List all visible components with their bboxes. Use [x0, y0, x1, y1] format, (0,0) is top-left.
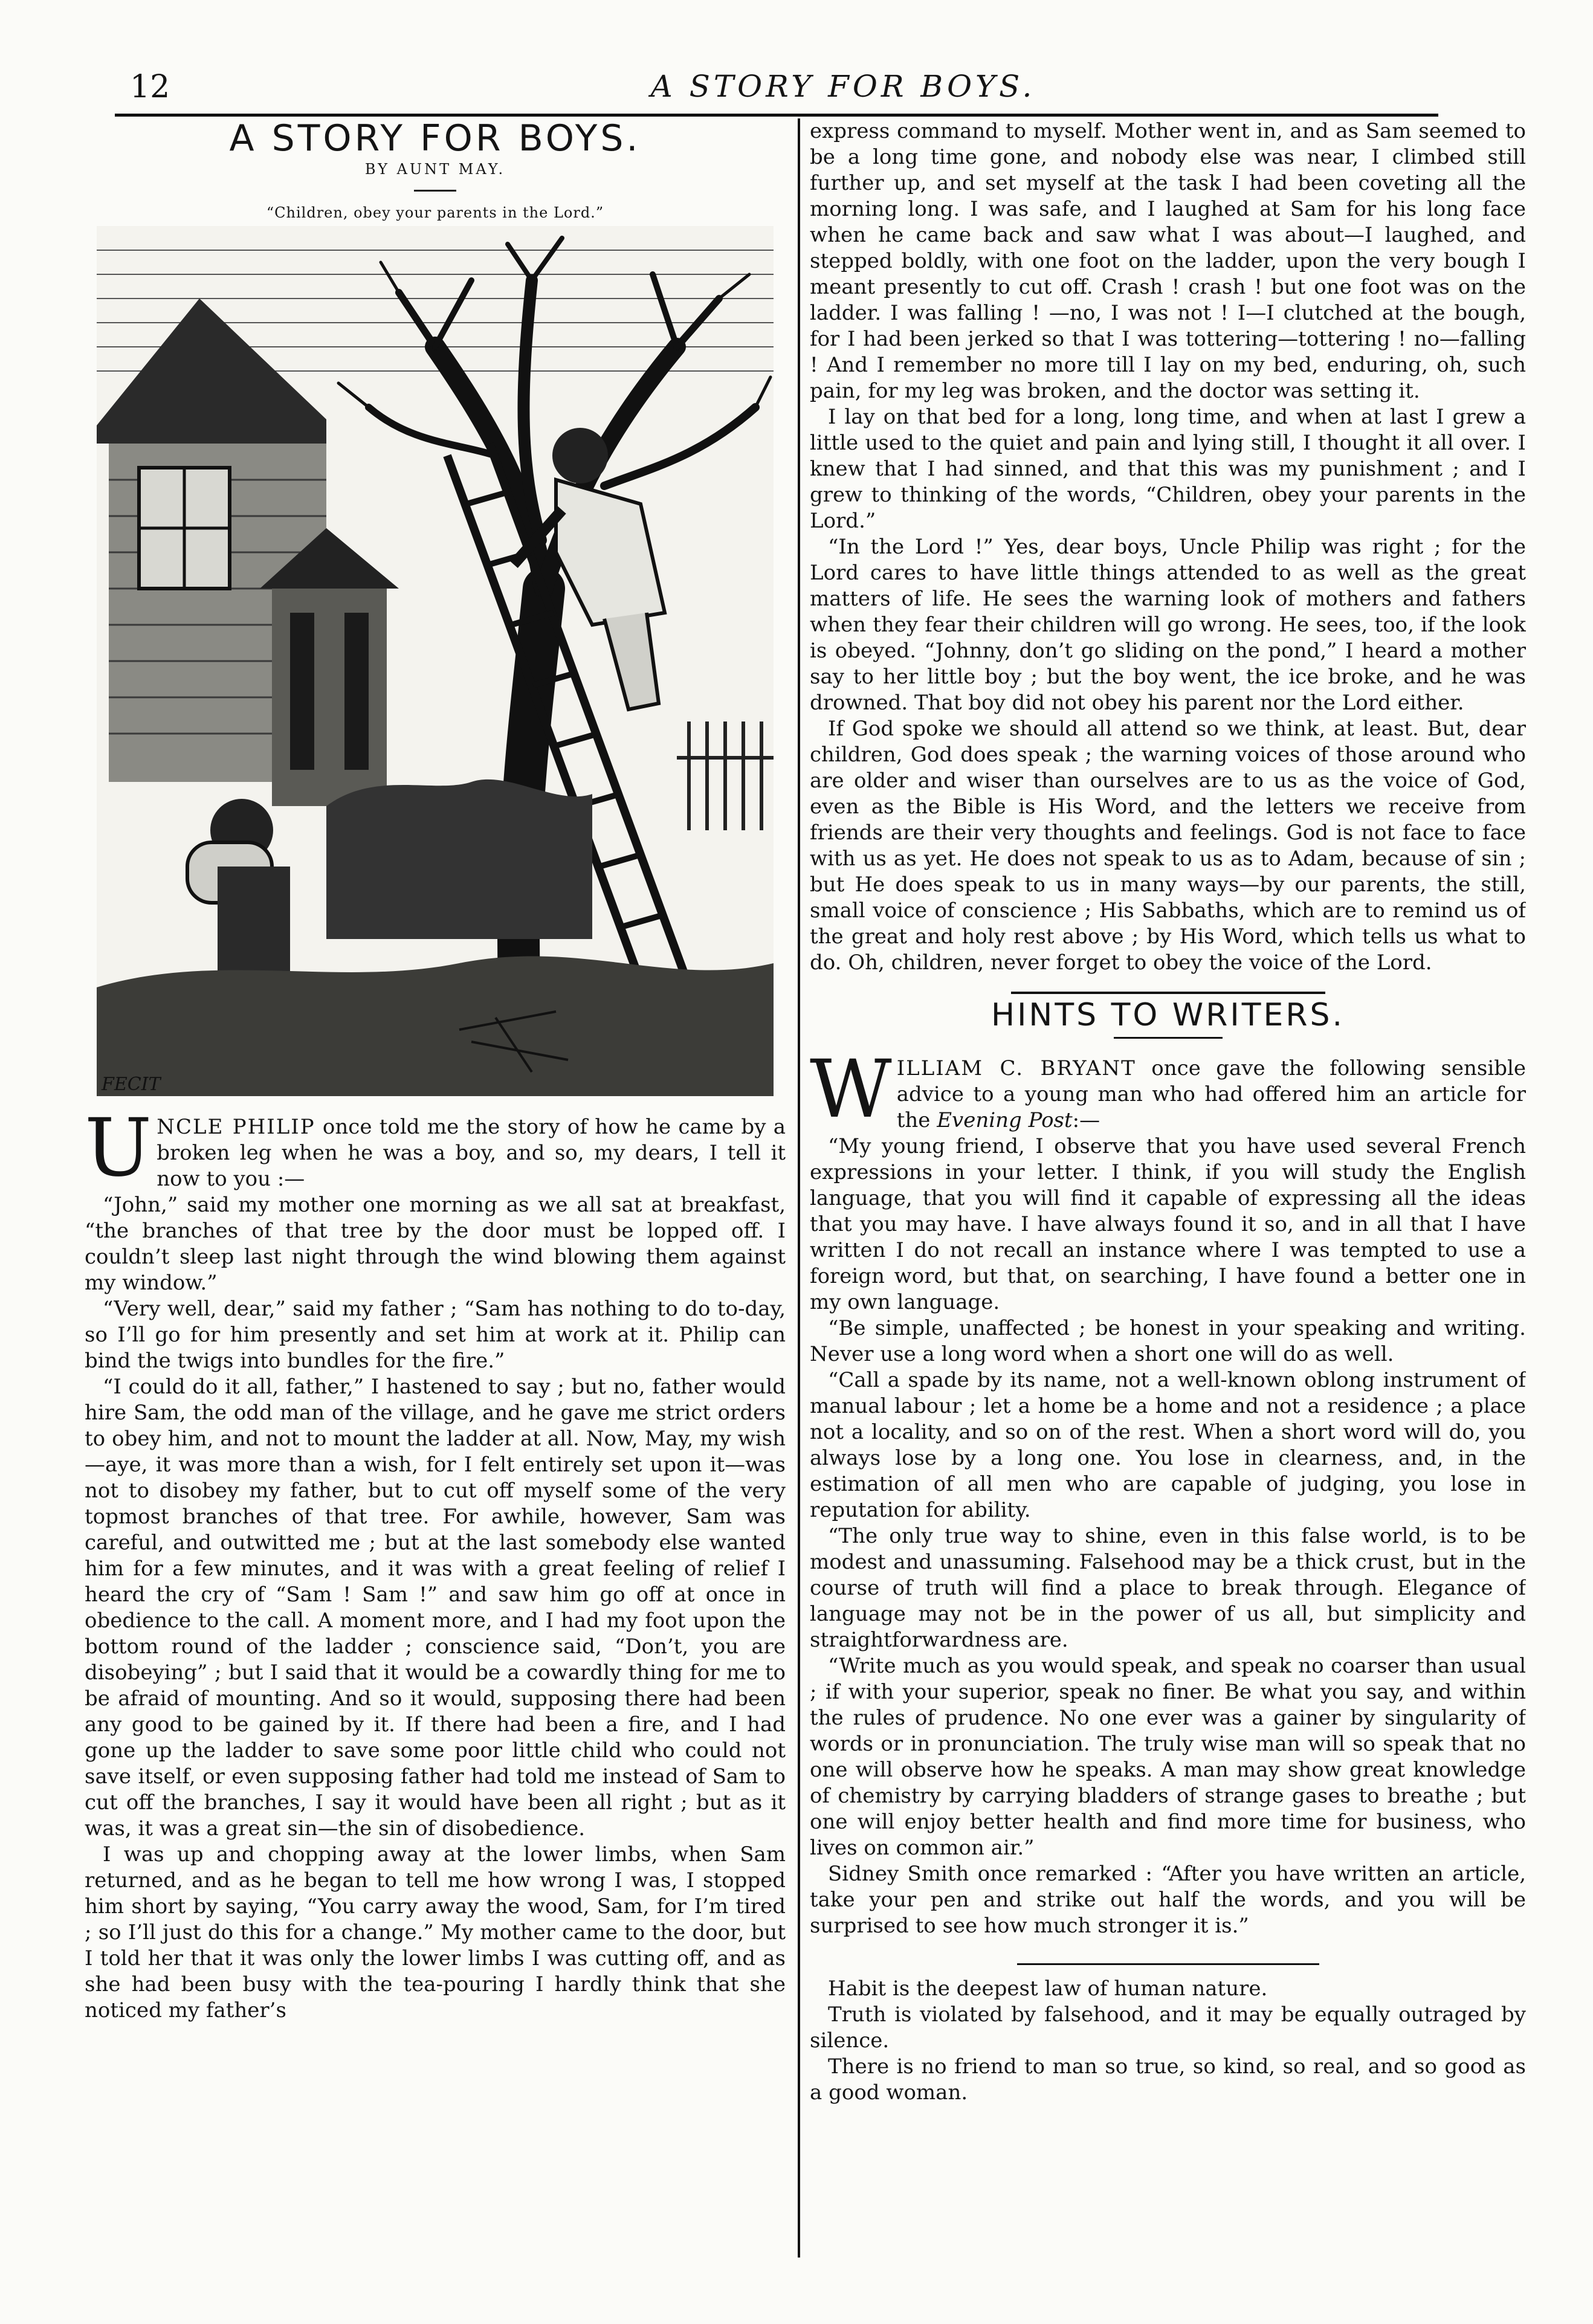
- opening-small-caps: NCLE PHILIP: [157, 1115, 315, 1139]
- engraver-signature: FECIT: [102, 1074, 161, 1095]
- ground: [97, 956, 774, 1096]
- story-epigraph: “Children, obey your parents in the Lord.”: [266, 204, 604, 221]
- story-paragraph-7: I lay on that bed for a long, long time, and when at last I grew a little used to the quiet and pain and lying still, I thought it all over. I knew that I had sinned, and that this was my punishment ; and I grew to thinking of the words, “Children, obey your parents in the Lord.”: [810, 405, 1526, 533]
- story-byline: BY AUNT MAY.: [364, 161, 506, 178]
- hints-title: HINTS TO WRITERS.: [990, 997, 1345, 1033]
- hints-title-rule: [1114, 1037, 1223, 1039]
- hints-paragraph-1: [810, 1043, 1526, 1136]
- hints-paragraph-6: “Write much as you would speak, and speak no coarser than usual ; if with your superior, speak no finer. Be what you say, and within the rules of prudence. No one ever was a gainer by singularity of words or in pronunciation. The truly wise man will so speak that no one will observe how he speaks. A man may show great knowledge of chemistry by carrying bladders of strange gases to breathe ; but one will enjoy better health and find more time for business, who lives on common air.”: [810, 1654, 1526, 1860]
- hints-paragraph-1-end: :—: [1072, 1108, 1100, 1132]
- header-rule: [115, 114, 1438, 117]
- story-paragraph-3: “Very well, dear,” said my father ; “Sam has nothing to do to-day, so I’ll go for him presently and set him at work at it. Philip can bind the twigs into bundles for the fire.”: [85, 1297, 786, 1373]
- story-title: A STORY FOR BOYS.: [229, 118, 641, 160]
- drop-cap-u: U: [85, 1102, 152, 1195]
- drop-cap-w: W: [810, 1043, 892, 1136]
- filler-rule: [1017, 1963, 1319, 1965]
- filler-1: Habit is the deepest law of human nature.: [828, 1977, 1268, 2001]
- hints-paragraph-5: “The only true way to shine, even in this false world, is to be modest and unassuming. Falsehood may be a thick crust, but in the course of truth will find a place to break through. Elegance of language may not be in the power of us all, but simplicity and straightforwardness are.: [810, 1524, 1526, 1652]
- hints-paragraph-2: “My young friend, I observe that you have used several French expressions in your letter. I think, if you will study the English language, that you will find it capable of expressing all the ideas that you may have. I have always found it so, and in all that I have written I do not recall an instance where I was tempted to use a foreign word, but that, on searching, I have found a better one in my own language.: [810, 1134, 1526, 1314]
- running-title: A STORY FOR BOYS.: [650, 69, 1036, 104]
- section-rule: [1011, 992, 1325, 994]
- title-rule: [414, 190, 456, 192]
- story-paragraph-1: [85, 1102, 786, 1195]
- hints-paragraph-4: “Call a spade by its name, not a well-known oblong instrument of manual labour ; let a home be a home and not a residence ; a place not a locality, and so on of the rest. When a short word will do, you always lose by a long one. You lose in clearness, and, in the estimation of all men who are capable of judging, you lose in reputation for ability.: [810, 1368, 1526, 1522]
- column-rule: [798, 118, 800, 2258]
- story-paragraph-4: “I could do it all, father,” I hastened to say ; but no, father would hire Sam, the odd man of the village, and he gave me strict orders to obey him, and not to mount the ladder at all. Now, May, my wish—aye, it was more than a wish, for I felt entirely set upon it—was not to disobey my father, but to cut off myself some of the very topmost branches of that tree. For awhile, however, Sam was careful, and outwitted me ; but at the last somebody else wanted him for a few minutes, and it was with a great feeling of relief I heard the cry of “Sam ! Sam !” and saw him go off at once in obedience to the call. A moment more, and I had my foot upon the bottom round of the ladder ; conscience said, “Don’t, you are disobeying” ; but I said that it would be a cowardly thing for me to be afraid of mounting. And so it would, supposing there had been any good to be gained by it. If there had been a fire, and I had gone up the ladder to save some poor little child who could not save itself, or even supposing father had told me instead of Sam to cut off the branches, I say it would have been all right ; but as it was, it was a great sin—the sin of disobedience.: [85, 1375, 786, 1841]
- hedge: [326, 780, 592, 939]
- left-column: [85, 118, 786, 2270]
- running-header: [115, 65, 1499, 120]
- story-paragraph-5: I was up and chopping away at the lower limbs, when Sam returned, and as he began to tell me how wrong I was, I stopped him short by saying, “You carry away the wood, Sam, for I’m tired ; so I’ll just do this for a change.” My mother came to the door, but I told her that it was only the lower limbs I was cutting off, and as she had been busy with the tea-pouring I hardly think that she noticed my father’s: [85, 1842, 786, 2022]
- right-column: [810, 118, 1526, 2270]
- periodical-name: Evening Post: [937, 1108, 1073, 1132]
- story-paragraph-9: If God spoke we should all attend so we think, at least. But, dear children, God does speak ; the warning voices of those around who are older and wiser than ourselves are to us as the voice of God, even as the Bible is His Word, and the letters we receive from friends are their very thoughts and feelings. God is not face to face with us as yet. He does not speak to us as to Adam, because of sin ; but He does speak to us in many ways—by our parents, the still, small voice of conscience ; His Sabbaths, which are to remind us of the great and holy rest above ; by His Word, which tells us what to do. Oh, children, never forget to obey the voice of the Lord.: [810, 717, 1526, 975]
- story-paragraph-8: “In the Lord !” Yes, dear boys, Uncle Philip was right ; for the Lord cares to have little things attended to as well as the great matters of life. He sees the warning look of mothers and fathers when they fear their children will go wrong. He sees, too, if the look is obeyed. “Johnny, don’t go sliding on the pond,” I heard a mother say to her little boy ; but the boy went, the ice broke, and he was drowned. That boy did not obey his parent nor the Lord either.: [810, 535, 1526, 715]
- engraving-svg: [97, 226, 774, 1096]
- hints-paragraph-7: Sidney Smith once remarked : “After you have written an article, take your pen and strike out half the words, and you will be surprised to see how much stronger it is.”: [810, 1862, 1526, 1938]
- hints-opening-caps: ILLIAM C. BRYANT: [896, 1056, 1136, 1080]
- hints-paragraph-3: “Be simple, unaffected ; be honest in your speaking and writing. Never use a long word when a short one will do as well.: [810, 1316, 1526, 1366]
- page-number: 12: [130, 69, 170, 105]
- story-paragraph-1-text: once told me the story of how he came by a broken leg when he was a boy, and so, my dears, I tell it now to you :—: [157, 1115, 786, 1191]
- hints-paragraph-1-text: once gave the following sensible advice to a young man who had offered him an article for the: [896, 1056, 1526, 1132]
- porch: [272, 589, 387, 806]
- filler-2: Truth is violated by falsehood, and it may be equally outraged by silence.: [810, 2003, 1526, 2053]
- story-paragraph-6: express command to myself. Mother went in, and as Sam seemed to be a long time gone, and nobody else was near, I climbed still further up, and set myself at the task I had been coveting all the morning long. I was safe, and I laughed at Sam for his long face when he came back and saw what I was about—I laughed, and stepped boldly, with one foot on the ladder, upon the very bough I meant presently to cut off. Crash ! crash ! but one foot was on the ladder. I was falling ! —no, I was not ! I—I clutched at the bough, for I had been jerked so that I was tottering—tottering ! no—falling ! And I remember no more till I lay on my bed, enduring, oh, such pain, for my leg was broken, and the doctor was setting it.: [810, 119, 1526, 403]
- engraving-illustration: [97, 226, 774, 1096]
- story-paragraph-2: “John,” said my mother one morning as we all sat at breakfast, “the branches of that tree by the door must be lopped off. I couldn’t sleep last night through the wind blowing them against my window.”: [85, 1193, 786, 1295]
- filler-3: There is no friend to man so true, so kind, so real, and so good as a good woman.: [810, 2054, 1526, 2105]
